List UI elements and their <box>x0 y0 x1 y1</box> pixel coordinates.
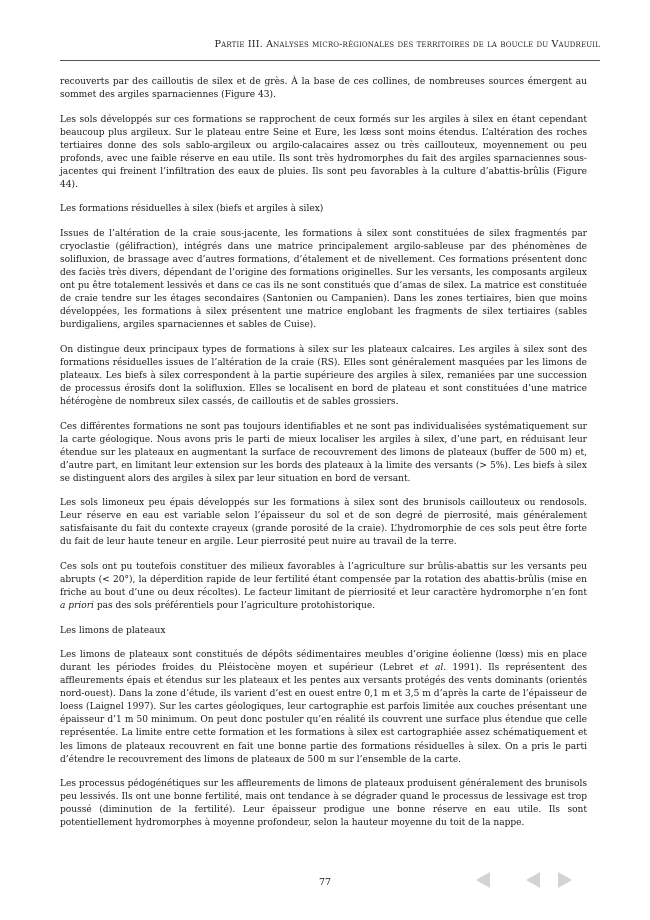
section-heading-formations-silex: Les formations résiduelles à silex (biefs et argiles à silex) <box>60 204 324 215</box>
paragraph-7-text-a: Ces sols ont pu toutefois constituer des milieux favorables à l’agriculture sur brûlis-abattis sur les versants peu abrupts (< 20°), la déperdition rapide de leur fertilité étant compensée par la rotation des abattis-brûlis (mise en friche au bout d’une ou deux récoltes). Le facteur limitant de pierriosité et leur caractère hydromorphe n’en font <box>60 561 587 599</box>
paragraph-8 <box>60 649 587 766</box>
paragraph-7 <box>60 561 587 613</box>
paragraph-5: Ces différentes formations ne sont pas toujours identifiables et ne sont pas individualisées systématiquement sur la carte géologique. Nous avons pris le parti de mieux localiser les argiles à silex, d’une part, en réduisant leur étendue sur les plateaux en augmentant la surface de recouvrement des limons de plateaux (buffer de 500 m) et, d’autre part, en limitant leur extension sur les bords des plateaux à la limite des versants (> 5%). Les biefs à silex se distinguent alors des argiles à silex par leur situation en bord de versant. <box>60 421 587 484</box>
running-header: Partie III. Analyses micro-régionales des territoires de la boucle du Vaudreuil <box>214 39 600 50</box>
previous-page-icon[interactable] <box>523 870 543 890</box>
paragraph-8-text-b: 1991). Ils représentent des affleurements épais et étendus sur les plateaux et les pentes aux versants protégés des vents dominants (orientés nord-ouest). Dans la zone d’étude, ils varient d’est en ouest entre 0,1 m et 3,5 m d’après la carte de l’épaisseur de loess (Laignel 1997). Sur les cartes géologiques, leur cartographie est parfois limitée aux couches présentant une épaisseur d’1 m 50 minimum. On peut donc postuler qu’en réalité ils couvrent une surface plus étendue que celle représentée. La limite entre cette formation et les formations à silex est cartographiée assez schématiquement et les limons de plateaux recouvrent en fait une bonne partie des formations résiduelles à silex. On a pris le parti d’étendre le recouvrement des limons de plateaux de 500 m sur l’ensemble de la carte. <box>60 663 587 765</box>
nav-right-group <box>523 870 575 890</box>
header-rule <box>60 60 600 61</box>
paragraph-7-italic: a priori <box>60 601 94 612</box>
paragraph-6: Les sols limoneux peu épais développés sur les formations à silex sont des brunisols caillouteux ou rendosols. Leur réserve en eau est variable selon l’épaisseur du sol et de son degré de pierrosité, mais généralement satisfaisante du fait du contexte crayeux (grande porosité de la craie). L’hydromorphie de ces sols peut être forte du fait de leur haute teneur en argile. Leur pierrosité peut nuire au travail de la terre. <box>60 498 587 548</box>
first-page-icon[interactable] <box>473 870 493 890</box>
next-page-icon[interactable] <box>555 870 575 890</box>
paragraph-3: Issues de l’altération de la craie sous-jacente, les formations à silex sont constituées de silex fragmentés par cryoclastie (gélifraction), intégrés dans une matrice principalement argilo-sableuse par des phénomènes de solifluxion, de brassage avec d’autres formations, d’étalement et de nivellement. Ces formations présentent donc des faciès très divers, dépendant de l’origine des formations originelles. Sur les versants, les composants argileux ont pu être totalement lessivés et dans ce cas ils ne sont constitués que d’amas de silex. La matrice est constituée de craie tendre sur les étages secondaires (Santonien ou Campanien). Dans les zones tertiaires, bien que moins développées, les formations à silex présentent une matrice englobant les fragments de silex tertiaires (sables burdigaliens, argiles sparnaciennes et sables de Cuise). <box>60 228 587 331</box>
paragraph-2: Les sols développés sur ces formations se rapprochent de ceux formés sur les argiles à silex en étant cependant beaucoup plus argileux. Sur le plateau entre Seine et Eure, les lœss sont moins étendus. L’altération des roches tertiaires donne des sols sablo-argileux ou argilo-calacaires assez ou très caillouteux, moyennement ou peu profonds, avec une faible réserve en eau utile. Ils sont très hydromorphes du fait des argiles sparnaciennes sous-jacentes qui freinent l’infiltration des eaux de pluies. Ils sont peu favorables à la culture d’abattis-brûlis (Figure 44). <box>60 114 587 190</box>
section-heading-limons: Les limons de plateaux <box>60 625 166 636</box>
nav-left-group <box>473 870 493 890</box>
paragraph-9: Les processus pédogénétiques sur les affleurements de limons de plateaux produisent généralement des brunisols peu lessivés. Ils ont une bonne fertilité, mais ont tendance à se dégrader quand le processus de lessivage est trop poussé (diminution de la fertilité). Leur épaisseur prodigue une bonne réserve en eau utile. Ils sont potentiellement hydromorphes à moyenne profondeur, selon la hauteur moyenne du toit de la nappe. <box>60 779 587 829</box>
page-body <box>60 76 587 842</box>
paragraph-8-text-a: Les limons de plateaux sont constitués de dépôts sédimentaires meubles d’origine éolienne (lœss) mis en place durant les périodes froides du Pléistocène moyen et supérieur (Lebret <box>60 650 587 674</box>
paragraph-7-text-b: pas des sols préférentiels pour l’agriculture protohistorique. <box>93 601 376 612</box>
page-number: 77 <box>318 877 332 888</box>
paragraph-4: On distingue deux principaux types de formations à silex sur les plateaux calcaires. Les argiles à silex sont des formations résiduelles issues de l’altération de la craie (RS). Elles sont généralement masquées par les limons de plateaux. Les biefs à silex correspondent à la partie supérieure des argiles à silex, remaniées par une succession de processus érosifs dont la solifluxion. Elles se localisent en bord de plateau et sont constituées d’une matrice hétérogène de nombreux silex cassés, de cailloutis et de sables grossiers. <box>60 344 587 407</box>
paragraph-8-italic: et al. <box>419 663 447 674</box>
paragraph-1: recouverts par des cailloutis de silex et de grès. À la base de ces collines, de nombreuses sources émergent au sommet des argiles sparnaciennes (Figure 43). <box>60 77 587 101</box>
